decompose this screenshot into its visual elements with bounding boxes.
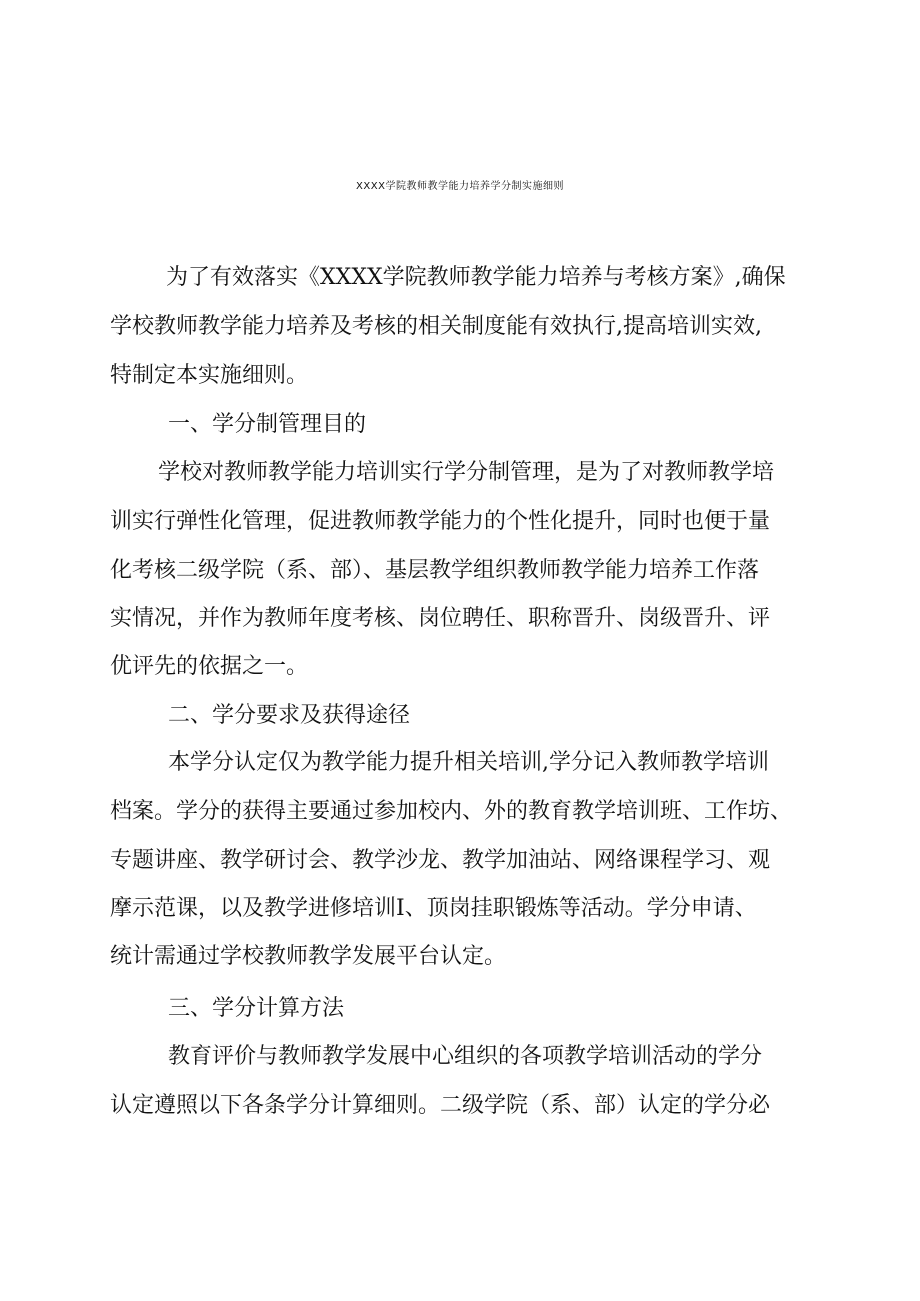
section-line: 化考核二级学院（系、部）、基层教学组织教师教学能力培养工作落 <box>110 558 760 583</box>
section-line: 本学分认定仅为教学能力提升相关培训,学分记入教师教学培训 <box>168 750 769 775</box>
section-line: 学校对教师教学能力培训实行学分制管理，是为了对教师教学培 <box>158 460 775 485</box>
section-line: 统计需通过学校教师教学发展平台认定。 <box>110 944 507 969</box>
section-heading: 一、学分制管理目的 <box>168 412 367 437</box>
section-line: 认定遵照以下各条学分计算细则。二级学院（系、部）认定的学分必 <box>110 1093 771 1118</box>
document-title: XXXX学院教师教学能力培养学分制实施细则 <box>356 181 564 192</box>
section-line: 实情况，并作为教师年度考核、岗位聘任、职称晋升、岗级晋升、评 <box>110 606 771 631</box>
intro-line: 特制定本实施细则。 <box>110 363 309 388</box>
section-heading: 三、学分计算方法 <box>168 996 345 1021</box>
section-line: 教育评价与教师教学发展中心组织的各项教学培训活动的学分 <box>168 1044 763 1069</box>
section-line: 档案。学分的获得主要通过参加校内、外的教育教学培训班、工作坊、 <box>110 799 793 824</box>
section-line: 优评先的依据之一。 <box>110 654 309 679</box>
section-line: 训实行弹性化管理，促进教师教学能力的个性化提升，同时也便于量 <box>110 509 771 534</box>
section-heading: 二、学分要求及获得途径 <box>168 703 411 728</box>
section-line: 摩示范课，以及教学进修培训I、顶岗挂职锻炼等活动。学分申请、 <box>110 896 757 921</box>
intro-line: 为了有效落实《XXXX学院教师教学能力培养与考核方案》,确保 <box>166 265 786 290</box>
intro-line: 学校教师教学能力培养及考核的相关制度能有效执行,提高培训实效, <box>110 314 762 339</box>
section-line: 专题讲座、教学研讨会、教学沙龙、教学加油站、网络课程学习、观 <box>110 848 771 873</box>
